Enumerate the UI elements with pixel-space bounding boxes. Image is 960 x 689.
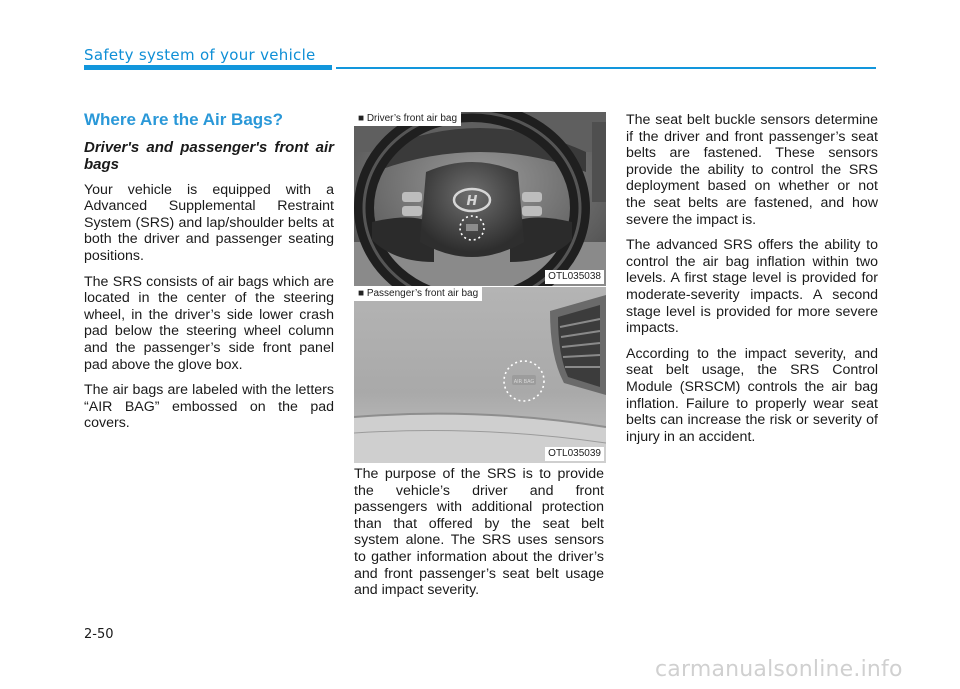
figure-driver-airbag <box>354 112 606 286</box>
header-rule-thin <box>336 67 876 69</box>
paragraph: Your vehicle is equipped with a Advanced Supplemental Restraint System (SRS) and lap/shoulder belts at both the driver and passenger seating positions. <box>84 181 334 264</box>
paragraph: The seat belt buckle sensors determine if the driver and front passenger’s seat belts are fastened. These sensors provide the ability to control the SRS deployment based on whether or not the seat belts are fastened, and how severe the impact is. <box>626 112 878 228</box>
column-left <box>84 112 334 441</box>
paragraph: The advanced SRS offers the ability to control the air bag inflation within two levels. A first stage level is provided for moderate-severity impacts. A second stage level is provided for more severe impacts. <box>626 237 878 337</box>
watermark-link[interactable]: carmanualsonline.info <box>655 657 903 682</box>
column-right <box>626 112 878 454</box>
svg-text:H: H <box>466 194 478 209</box>
figure-code: OTL035038 <box>545 270 604 284</box>
paragraph: The SRS consists of air bags which are located in the center of the steering wheel, in the driver’s side lower crash pad below the steering wheel column and the passenger’s side front panel pad above the glove box. <box>84 273 334 373</box>
figure-code: OTL035039 <box>545 447 604 461</box>
figure-caption: ■ Passenger’s front air bag <box>354 287 482 301</box>
header-rule-thick <box>84 65 332 70</box>
page-number: 2-50 <box>84 627 114 642</box>
sub-heading: Driver's and passenger's front air bags <box>84 138 334 173</box>
svg-text:AIR BAG: AIR BAG <box>513 379 535 385</box>
section-title: Safety system of your vehicle <box>84 46 316 64</box>
paragraph: According to the impact severity, and seat belt usage, the SRS Control Module (SRSCM) controls the air bag inflation. Failure to properly wear seat belts can increase the risk or severity of injury in an accident. <box>626 345 878 445</box>
column-middle <box>354 466 604 608</box>
paragraph: The air bags are labeled with the letters “AIR BAG” embossed on the pad covers. <box>84 382 334 432</box>
figure-caption: ■ Driver’s front air bag <box>354 112 461 126</box>
dashboard-illustration <box>354 287 606 463</box>
paragraph: The purpose of the SRS is to provide the vehicle’s driver and front passengers with additional protection than that offered by the seat belt system alone. The SRS uses sensors to gather information about the driver’s and front passenger’s seat belt usage and impact severity. <box>354 466 604 599</box>
figure-passenger-airbag <box>354 286 606 463</box>
steering-wheel-illustration <box>354 112 606 286</box>
section-heading: Where Are the Air Bags? <box>84 110 284 129</box>
